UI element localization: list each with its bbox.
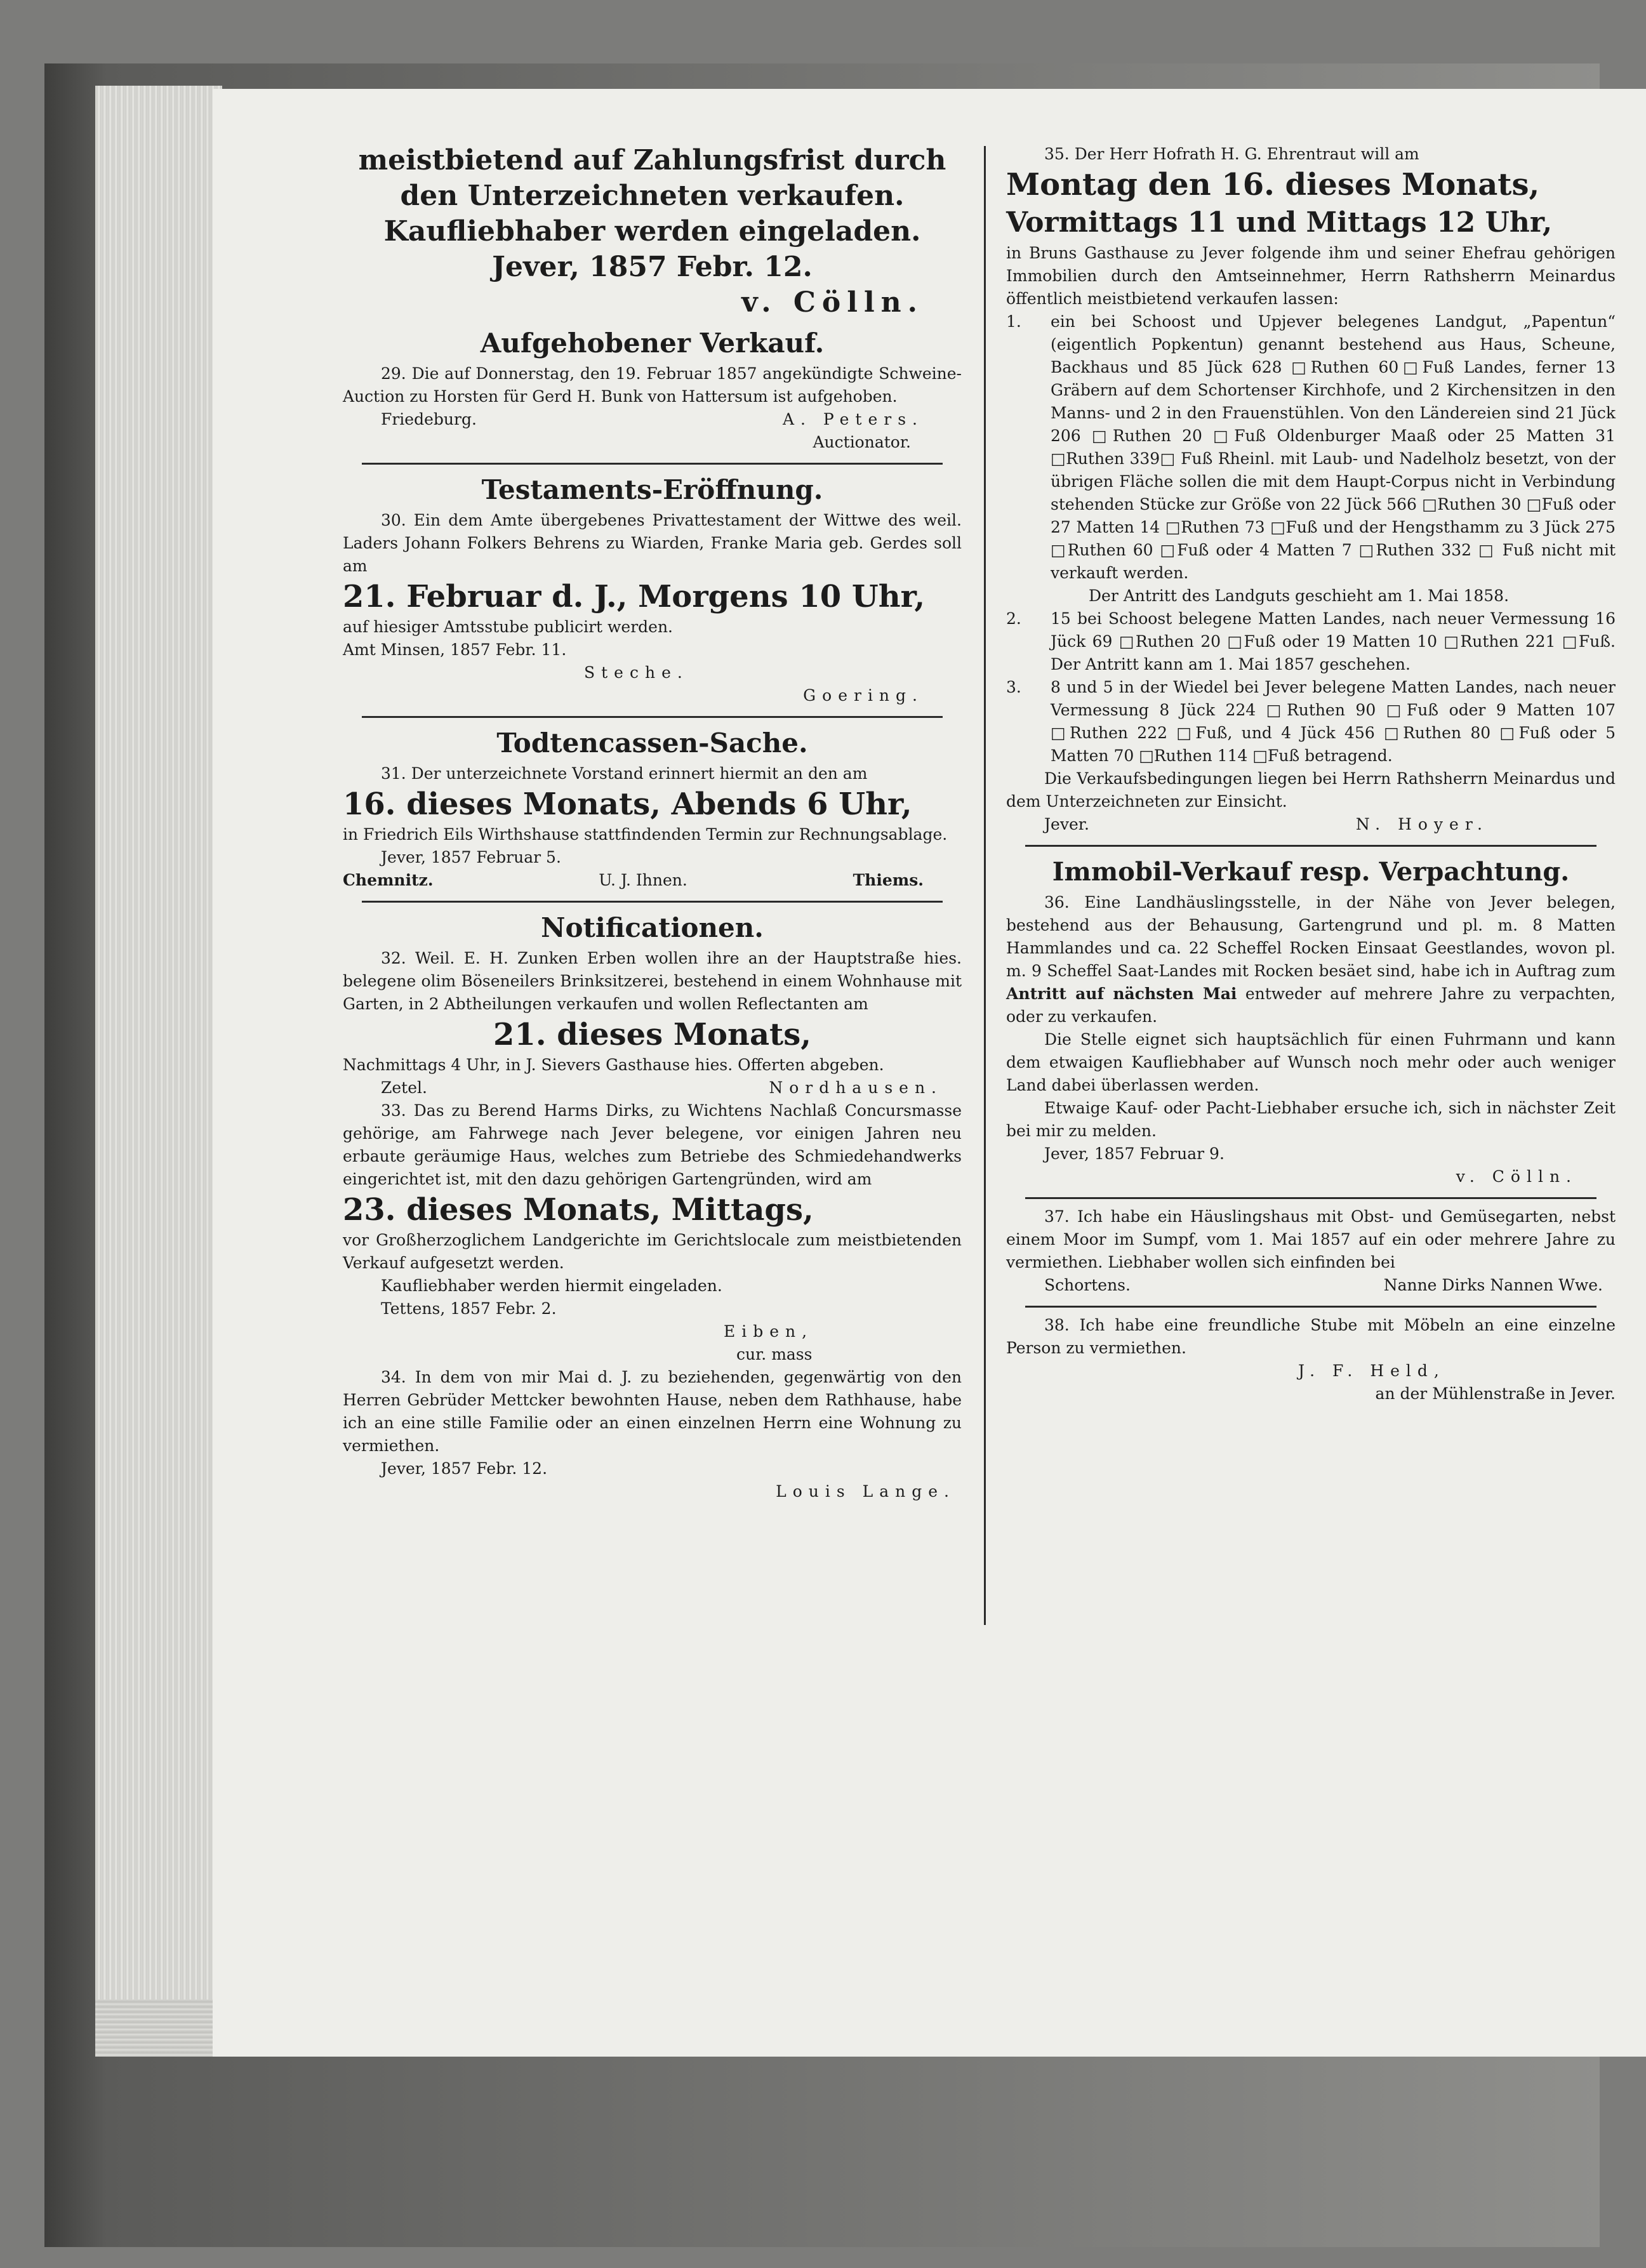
notice-text: Etwaige Kauf- oder Pacht-Liebhaber ersuche ich, sich in nächster Zeit bei mir zu melden.	[1006, 1099, 1616, 1140]
header-signature: v. Cölln.	[741, 286, 924, 319]
list-item-text: Der Antritt des Landguts geschieht am 1. Mai 1858.	[1089, 587, 1510, 605]
notice-role: Auctionator.	[813, 433, 911, 451]
notice-signature: U. J. Ihnen.	[599, 871, 687, 889]
notice-text-part: entweder auf mehrere Jahre zu verpachten, oder zu verkaufen.	[1006, 985, 1616, 1026]
notice-place: Jever, 1857 Febr. 12.	[381, 1459, 548, 1478]
section-heading: Todtencassen-Sache.	[496, 727, 808, 759]
list-item-number: 3.	[1006, 678, 1021, 696]
section-heading: Testaments-Eröffnung.	[481, 474, 823, 505]
notice-text: Die Verkaufsbedingungen liegen bei Herrn Rathsherrn Meinardus und dem Unterzeichneten zur Einsicht.	[1006, 769, 1616, 811]
list-item-text: 8 und 5 in der Wiedel bei Jever belegene Matten Landes, nach neuer Vermessung 8 Jück 224 □Ruthen 90 □Fuß oder 9 Matten 107 □Ruthen 222 □Fuß, und 4 Jück 456 □Ruthen 80 □Fuß oder 5 Matten 70 □Ruthen 114 □Fuß betragend.	[1051, 678, 1616, 765]
page-stack-edge	[95, 86, 222, 2003]
notice-text: Kaufliebhaber werden hiermit eingeladen.	[381, 1277, 722, 1295]
notice-date: 21. Februar d. J., Morgens 10 Uhr,	[343, 579, 926, 614]
notice-signature: Nanne Dirks Nannen Wwe.	[1383, 1276, 1603, 1294]
notice-date: 21. dieses Monats,	[493, 1017, 811, 1052]
section-rule	[1025, 1306, 1596, 1308]
header-line: den Unterzeichneten verkaufen.	[400, 180, 905, 212]
notice-footer	[343, 869, 962, 892]
notice-text: Nachmittags 4 Uhr, in J. Sievers Gasthause hies. Offerten abgeben.	[343, 1056, 884, 1074]
notice-text-part: 36. Eine Landhäuslingsstelle, in der Nähe von Jever belegen, bestehend aus der Behausung, Gartengrund und pl. m. 8 Matten Hammlandes und ca. 22 Scheffel Rocken Einsaat Geestlandes, wovon pl. m. 9 Scheffel Saat-Landes mit Rocken besäet sind, habe ich in Auftrag zum	[1006, 893, 1616, 980]
list-item	[1006, 676, 1616, 767]
notice-date: 16. dieses Monats, Abends 6 Uhr,	[343, 786, 912, 822]
notice-place: Amt Minsen, 1857 Febr. 11.	[343, 640, 567, 659]
list-item-number: 1.	[1006, 312, 1021, 331]
notice-place: Zetel.	[381, 1078, 427, 1097]
section-rule	[362, 463, 943, 465]
notice-place: Jever, 1857 Februar 5.	[381, 848, 561, 866]
notice-text: 30. Ein dem Amte übergebenes Privattestament der Wittwe des weil. Laders Johann Folkers Behrens zu Wiarden, Franke Maria geb. Gerdes soll am	[343, 511, 962, 575]
notice-signature: Thiems.	[853, 871, 924, 889]
notice-text: vor Großherzoglichem Landgerichte im Gerichtslocale zum meistbietenden Verkauf aufgesetzt werden.	[343, 1231, 962, 1272]
notice-signature: N. Hoyer.	[1355, 815, 1489, 833]
list-item-text: ein bei Schoost und Upjever belegenes Landgut, „Papentun“ (eigentlich Popkentun) genannt bestehend aus Haus, Scheune, Backhaus und 85 Jück 628 □Ruthen 60□Fuß Landes, ferner 13 Gräbern auf dem Schortenser Kirchhofe, und 2 Kirchensitzen in den Manns- und 2 in den Frauenstühlen. Von den Ländereien sind 21 Jück 206 □Ruthen 20 □Fuß Oldenburger Maaß oder 25 Matten 31 □Ruthen 339□ Fuß Rheinl. mit Laub- und Nadelholz besetzt, von der übrigen Fläche sollen die mit dem Haupt-Corpus nicht in Verbindung stehenden Stücke zur Größe von 22 Jück 566 □Ruthen 30 □Fuß oder 27 Matten 14 □Ruthen 73 □Fuß und der Hengsthamm zu 3 Jück 275 □Ruthen 60 □Fuß oder 4 Matten 7 □Ruthen 332 □ Fuß nicht mit verkauft werden.	[1051, 312, 1616, 582]
section-heading: Immobil-Verkauf resp. Verpachtung.	[1052, 857, 1570, 887]
section-rule	[362, 716, 943, 718]
section-heading: Notificationen.	[541, 912, 764, 943]
right-column	[1006, 143, 1616, 1405]
notice-text: 34. In dem von mir Mai d. J. zu beziehenden, gegenwärtig von den Herren Gebrüder Mettcker bewohnten Hause, neben dem Rathhause, habe ich an eine stille Familie oder an einen einzelnen Herrn eine Wohnung zu vermiethen.	[343, 1368, 962, 1455]
notice-signature: Steche.	[584, 663, 689, 682]
notice-signature: v. Cölln.	[1456, 1167, 1577, 1186]
notice-footer	[343, 408, 962, 431]
notice-signature: A. Peters.	[782, 410, 924, 428]
list-item-text: 15 bei Schoost belegene Matten Landes, nach neuer Vermessung 16 Jück 69 □Ruthen 20 □Fuß oder 19 Matten 10 □Ruthen 221 □Fuß. Der Antritt kann am 1. Mai 1857 geschehen.	[1051, 609, 1616, 673]
notice-text: in Bruns Gasthause zu Jever folgende ihm und seiner Ehefrau gehörigen Immobilien durch den Amtseinnehmer, Herrn Rathsherrn Meinardus öffentlich meistbietend verkaufen lassen:	[1006, 244, 1616, 308]
notice-place: Friedeburg.	[381, 410, 477, 428]
notice-footer	[1006, 1274, 1616, 1297]
list-item	[1006, 310, 1616, 607]
notice-date: Montag den 16. dieses Monats,	[1006, 167, 1540, 202]
notice-text: 37. Ich habe ein Häuslingshaus mit Obst- und Gemüsegarten, nebst einem Moor im Sumpf, vom 1. Mai 1857 auf ein oder mehrere Jahre zu vermiethen. Liebhaber wollen sich einfinden bei	[1006, 1207, 1616, 1271]
header-line: meistbietend auf Zahlungsfrist durch	[358, 144, 946, 176]
notice-text: in Friedrich Eils Wirthshause stattfindenden Termin zur Rechnungsablage.	[343, 825, 948, 844]
section-rule	[1025, 1197, 1596, 1199]
notice-signature: Chemnitz.	[343, 871, 434, 889]
header-line: Jever, 1857 Febr. 12.	[492, 251, 813, 283]
notice-text: 32. Weil. E. H. Zunken Erben wollen ihre an der Hauptstraße hies. belegene olim Böseneilers Brinksitzerei, bestehend in einem Wohnhause mit Garten, in 2 Abtheilungen verkaufen und wollen Reflectanten am	[343, 949, 962, 1013]
notice-text: 29. Die auf Donnerstag, den 19. Februar 1857 angekündigte Schweine-Auction zu Horsten für Gerd H. Bunk von Hattersum ist aufgehoben.	[343, 364, 962, 406]
section-rule	[362, 901, 943, 903]
section-rule	[1025, 845, 1596, 847]
list-item-number: 2.	[1006, 609, 1021, 628]
notice-date: Vormittags 11 und Mittags 12 Uhr,	[1006, 206, 1553, 239]
notice-text: 33. Das zu Berend Harms Dirks, zu Wichtens Nachlaß Concursmasse gehörige, am Fahrwege nach Jever belegene, vor einigen Jahren neu erbaute geräumige Haus, welches zum Betriebe des Schmiedehandwerks eingerichtet ist, mit den dazu gehörigen Gartengründen, wird am	[343, 1101, 962, 1188]
notice-signature: J. F. Held,	[1298, 1362, 1445, 1380]
notice-place: Jever, 1857 Februar 9.	[1044, 1144, 1225, 1163]
column-divider	[984, 146, 986, 1625]
notice-place: Schortens.	[1044, 1276, 1131, 1294]
section-heading: Aufgehobener Verkauf.	[480, 328, 825, 359]
list-item	[1006, 607, 1616, 676]
notice-text: 31. Der unterzeichnete Vorstand erinnert hiermit an den am	[381, 764, 868, 783]
notice-place: Tettens, 1857 Febr. 2.	[381, 1299, 557, 1318]
notice-text: 35. Der Herr Hofrath H. G. Ehrentraut will am	[1044, 145, 1419, 163]
notice-address: an der Mühlenstraße in Jever.	[1375, 1384, 1616, 1403]
notice-signature: Eiben,	[724, 1322, 814, 1341]
notice-signature: Goering.	[803, 686, 924, 705]
notice-footer	[1006, 813, 1616, 836]
left-column	[343, 143, 962, 1503]
notice-footer	[343, 1077, 962, 1099]
notice-text: 38. Ich habe eine freundliche Stube mit Möbeln an eine einzelne Person zu vermiethen.	[1006, 1316, 1616, 1357]
notice-date: 23. dieses Monats, Mittags,	[343, 1192, 814, 1228]
notice-text: Die Stelle eignet sich hauptsächlich für einen Fuhrmann und kann dem etwaigen Kaufliebhaber auf Wunsch noch mehr oder auch weniger Land dabei überlassen werden.	[1006, 1030, 1616, 1094]
notice-text	[1006, 891, 1616, 1028]
notice-text-emphasis: Antritt auf nächsten Mai	[1006, 985, 1237, 1003]
notice-signature: Nordhausen.	[769, 1078, 943, 1097]
header-line: Kaufliebhaber werden eingeladen.	[383, 215, 921, 248]
notice-text: auf hiesiger Amtsstube publicirt werden.	[343, 618, 674, 636]
notice-place: Jever.	[1044, 815, 1089, 833]
notice-role: cur. mass	[736, 1345, 813, 1363]
notice-signature: Louis Lange.	[776, 1482, 955, 1501]
